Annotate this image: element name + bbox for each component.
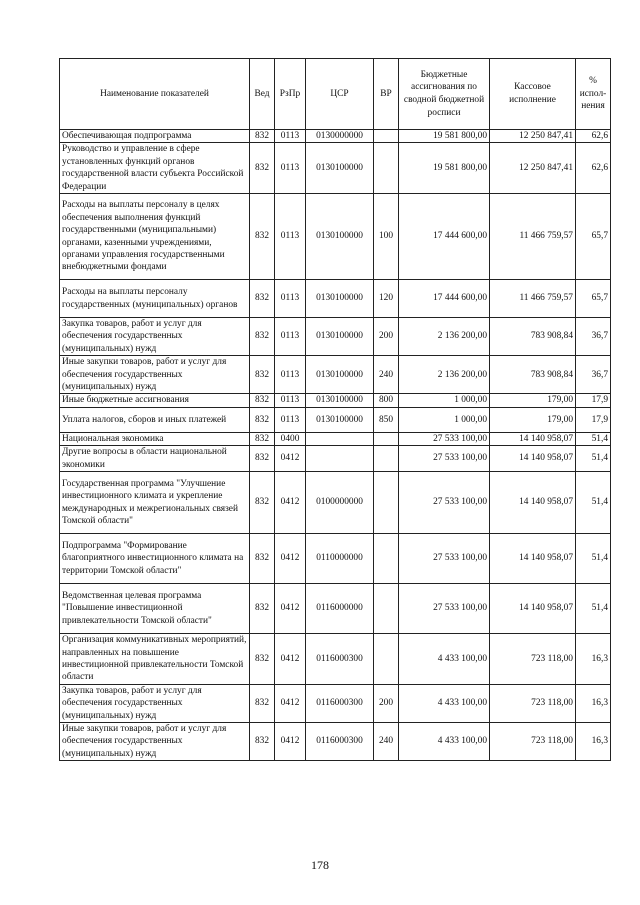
row-name: Иные закупки товаров, работ и услуг для обеспечения государственных (муниципальных) нужд: [60, 356, 250, 394]
row-name: Национальная экономика: [60, 432, 250, 445]
header-percent: % испол-нения: [576, 59, 611, 130]
row-percent: 16,3: [576, 684, 611, 722]
row-rzpr: 0400: [275, 432, 306, 445]
row-cash: 723 118,00: [490, 722, 576, 760]
row-cash: 783 908,84: [490, 356, 576, 394]
row-ved: 832: [250, 407, 275, 432]
row-ved: 832: [250, 280, 275, 318]
row-csr: 0110000000: [306, 534, 374, 584]
table-row: [60, 534, 611, 584]
table-row: [60, 446, 611, 472]
row-cash: 11 466 759,57: [490, 194, 576, 280]
budget-execution-table: [59, 58, 611, 761]
row-name: Закупка товаров, работ и услуг для обеспечения государственных (муниципальных) нужд: [60, 684, 250, 722]
header-name: Наименование показателей: [60, 59, 250, 130]
table-row: [60, 318, 611, 356]
row-ved: 832: [250, 684, 275, 722]
table-row: [60, 130, 611, 143]
row-vr: 800: [374, 394, 399, 407]
row-percent: 62,6: [576, 143, 611, 194]
row-assignments: 27 533 100,00: [399, 446, 490, 472]
page-number: 178: [311, 858, 329, 872]
table-row: [60, 407, 611, 432]
row-name: Закупка товаров, работ и услуг для обеспечения государственных (муниципальных) нужд: [60, 318, 250, 356]
row-assignments: 4 433 100,00: [399, 634, 490, 685]
row-rzpr: 0412: [275, 722, 306, 760]
row-name: Расходы на выплаты персоналу в целях обеспечения выполнения функций государственными (муниципальными) органами, казенными учреждениями, органами управления государственными внебюджетными фондами: [60, 194, 250, 280]
row-cash: 12 250 847,41: [490, 130, 576, 143]
row-name: Другие вопросы в области национальной экономики: [60, 446, 250, 472]
row-percent: 16,3: [576, 722, 611, 760]
row-assignments: 19 581 800,00: [399, 130, 490, 143]
row-vr: [374, 143, 399, 194]
row-vr: 240: [374, 356, 399, 394]
row-rzpr: 0113: [275, 143, 306, 194]
row-ved: 832: [250, 722, 275, 760]
row-csr: 0130100000: [306, 356, 374, 394]
row-cash: 783 908,84: [490, 318, 576, 356]
row-assignments: 2 136 200,00: [399, 356, 490, 394]
row-cash: 723 118,00: [490, 634, 576, 685]
row-assignments: 4 433 100,00: [399, 684, 490, 722]
row-ved: 832: [250, 634, 275, 685]
row-rzpr: 0113: [275, 280, 306, 318]
row-ved: 832: [250, 472, 275, 534]
row-vr: [374, 472, 399, 534]
row-name: Ведомственная целевая программа "Повышение инвестиционной привлекательности Томской области": [60, 584, 250, 634]
row-ved: 832: [250, 356, 275, 394]
row-rzpr: 0113: [275, 130, 306, 143]
row-rzpr: 0412: [275, 634, 306, 685]
row-csr: 0116000000: [306, 584, 374, 634]
row-rzpr: 0113: [275, 407, 306, 432]
row-percent: 17,9: [576, 394, 611, 407]
row-rzpr: 0412: [275, 534, 306, 584]
row-csr: 0130100000: [306, 407, 374, 432]
table-row: [60, 143, 611, 194]
table-row: [60, 722, 611, 760]
row-rzpr: 0412: [275, 684, 306, 722]
row-name: Обеспечивающая подпрограмма: [60, 130, 250, 143]
row-vr: [374, 634, 399, 685]
row-cash: 14 140 958,07: [490, 446, 576, 472]
row-name: Иные бюджетные ассигнования: [60, 394, 250, 407]
row-cash: 12 250 847,41: [490, 143, 576, 194]
row-vr: 200: [374, 318, 399, 356]
row-vr: 850: [374, 407, 399, 432]
row-percent: 51,4: [576, 446, 611, 472]
row-vr: 240: [374, 722, 399, 760]
table-header-row: [60, 59, 611, 130]
table-row: [60, 472, 611, 534]
row-percent: 51,4: [576, 472, 611, 534]
row-percent: 65,7: [576, 194, 611, 280]
row-cash: 179,00: [490, 407, 576, 432]
row-percent: 51,4: [576, 584, 611, 634]
row-cash: 723 118,00: [490, 684, 576, 722]
row-cash: 14 140 958,07: [490, 432, 576, 445]
row-rzpr: 0412: [275, 584, 306, 634]
row-ved: 832: [250, 130, 275, 143]
row-vr: [374, 432, 399, 445]
row-name: Организация коммуникативных мероприятий, направленных на повышение инвестиционной привлекательности Томской области: [60, 634, 250, 685]
row-rzpr: 0113: [275, 394, 306, 407]
row-assignments: 17 444 600,00: [399, 280, 490, 318]
table-row: [60, 394, 611, 407]
row-ved: 832: [250, 394, 275, 407]
row-name: Государственная программа "Улучшение инвестиционного климата и укрепление международных и межрегиональных связей Томской области": [60, 472, 250, 534]
row-ved: 832: [250, 534, 275, 584]
row-vr: 100: [374, 194, 399, 280]
table-row: [60, 194, 611, 280]
table-row: [60, 432, 611, 445]
row-cash: 14 140 958,07: [490, 472, 576, 534]
row-rzpr: 0113: [275, 356, 306, 394]
row-rzpr: 0412: [275, 472, 306, 534]
row-csr: 0130000000: [306, 130, 374, 143]
table-row: [60, 684, 611, 722]
row-assignments: 27 533 100,00: [399, 472, 490, 534]
row-assignments: 4 433 100,00: [399, 722, 490, 760]
table-row: [60, 280, 611, 318]
row-ved: 832: [250, 584, 275, 634]
row-vr: [374, 446, 399, 472]
row-percent: 16,3: [576, 634, 611, 685]
row-assignments: 27 533 100,00: [399, 534, 490, 584]
row-cash: 11 466 759,57: [490, 280, 576, 318]
row-assignments: 1 000,00: [399, 407, 490, 432]
row-percent: 65,7: [576, 280, 611, 318]
table-row: [60, 634, 611, 685]
row-cash: 14 140 958,07: [490, 534, 576, 584]
row-assignments: 27 533 100,00: [399, 432, 490, 445]
row-name: Расходы на выплаты персоналу государственных (муниципальных) органов: [60, 280, 250, 318]
row-ved: 832: [250, 432, 275, 445]
row-name: Иные закупки товаров, работ и услуг для обеспечения государственных (муниципальных) нужд: [60, 722, 250, 760]
row-csr: 0130100000: [306, 194, 374, 280]
row-vr: [374, 534, 399, 584]
row-percent: 17,9: [576, 407, 611, 432]
row-csr: 0130100000: [306, 143, 374, 194]
row-percent: 51,4: [576, 534, 611, 584]
row-csr: 0130100000: [306, 280, 374, 318]
row-csr: 0116000300: [306, 684, 374, 722]
row-ved: 832: [250, 318, 275, 356]
row-percent: 36,7: [576, 318, 611, 356]
row-csr: [306, 432, 374, 445]
row-rzpr: 0113: [275, 318, 306, 356]
header-assignments: Бюджетные ассигнования по сводной бюджетной росписи: [399, 59, 490, 130]
row-vr: 200: [374, 684, 399, 722]
row-csr: 0116000300: [306, 722, 374, 760]
row-name: Руководство и управление в сфере установленных функций органов государственной власти субъекта Российской Федерации: [60, 143, 250, 194]
row-assignments: 2 136 200,00: [399, 318, 490, 356]
row-assignments: 1 000,00: [399, 394, 490, 407]
row-ved: 832: [250, 143, 275, 194]
row-vr: 120: [374, 280, 399, 318]
header-csr: ЦСР: [306, 59, 374, 130]
row-cash: 14 140 958,07: [490, 584, 576, 634]
row-name: Подпрограмма "Формирование благоприятного инвестиционного климата на территории Томской области": [60, 534, 250, 584]
row-percent: 36,7: [576, 356, 611, 394]
row-csr: 0130100000: [306, 318, 374, 356]
row-vr: [374, 130, 399, 143]
table-body: [60, 130, 611, 761]
row-csr: 0100000000: [306, 472, 374, 534]
header-ved: Вед: [250, 59, 275, 130]
row-rzpr: 0412: [275, 446, 306, 472]
row-assignments: 27 533 100,00: [399, 584, 490, 634]
row-ved: 832: [250, 194, 275, 280]
row-csr: 0130100000: [306, 394, 374, 407]
header-vr: ВР: [374, 59, 399, 130]
table-row: [60, 584, 611, 634]
row-percent: 51,4: [576, 432, 611, 445]
row-ved: 832: [250, 446, 275, 472]
row-assignments: 17 444 600,00: [399, 194, 490, 280]
table-row: [60, 356, 611, 394]
row-cash: 179,00: [490, 394, 576, 407]
row-name: Уплата налогов, сборов и иных платежей: [60, 407, 250, 432]
row-percent: 62,6: [576, 130, 611, 143]
row-csr: [306, 446, 374, 472]
header-rzpr: РзПр: [275, 59, 306, 130]
header-cash: Кассовое исполнение: [490, 59, 576, 130]
row-vr: [374, 584, 399, 634]
row-assignments: 19 581 800,00: [399, 143, 490, 194]
row-csr: 0116000300: [306, 634, 374, 685]
row-rzpr: 0113: [275, 194, 306, 280]
